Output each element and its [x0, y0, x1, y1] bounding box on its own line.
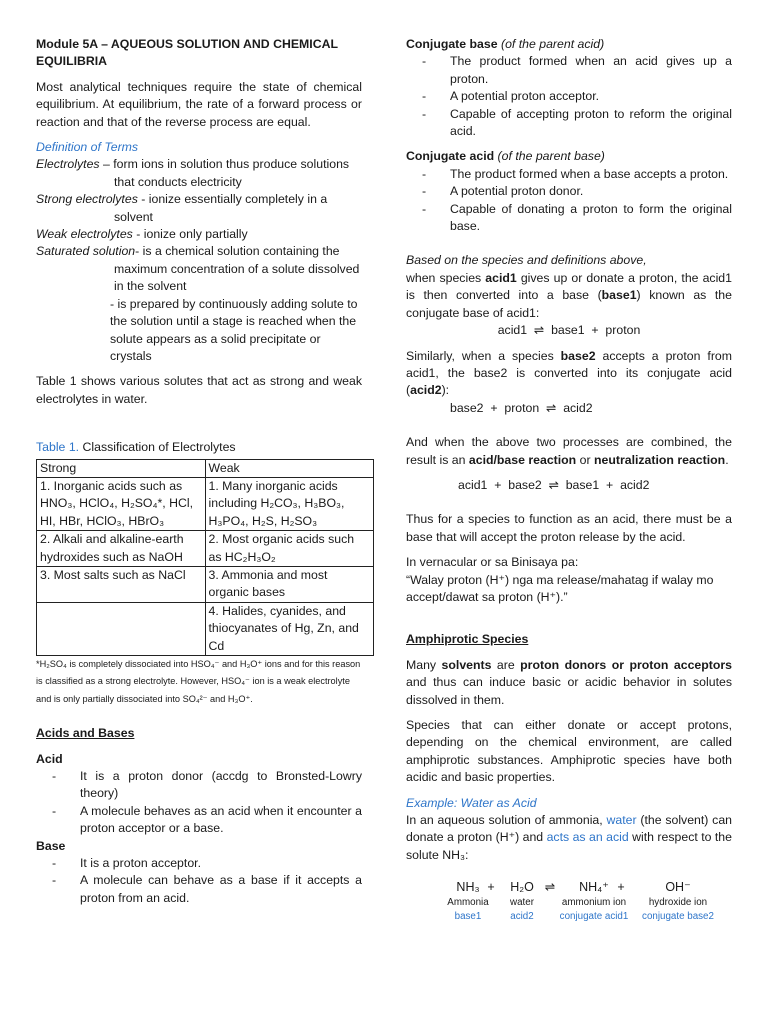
acid-heading: Acid — [36, 751, 63, 766]
table-cell: 4. Halides, cyanides, and thiocyanates of Hg, Zn, and Cd — [205, 602, 374, 655]
conjugate-base-list — [406, 53, 732, 140]
def-strong-electrolytes — [36, 191, 362, 226]
plus-symbol: + — [487, 880, 495, 895]
example-paragraph — [406, 812, 732, 864]
acid-requirement-paragraph: Thus for a species to function as an acid, there must be a base that will accept the proton release by the acid. — [406, 512, 732, 544]
table-row — [37, 602, 374, 655]
species-role: conjugate base2 — [642, 911, 714, 923]
arrow-symbol: ⇌ — [544, 880, 556, 895]
intro-paragraph: Most analytical techniques require the state of chemical equilibrium. At equilibrium, the rate of a forward process or reaction and that of the reverse process are equal. — [36, 79, 362, 129]
table-row — [37, 477, 374, 530]
list-item: - A molecule behaves as an acid when it encounter a proton acceptor or a base. — [52, 803, 362, 838]
text: . — [725, 452, 729, 467]
table-cell: 2. Alkali and alkaline-earth hydroxides such as NaOH — [37, 531, 206, 567]
table-cell: 2. Most organic acids such as HC₂H₃O₂ — [205, 531, 374, 567]
species-formula: NH₃ — [456, 880, 480, 895]
heading-sub: (of the parent acid) — [497, 37, 605, 51]
base-list — [36, 855, 362, 907]
vernacular-intro: In vernacular or sa Binisaya pa: — [406, 555, 579, 570]
list-item: - The product formed when an acid gives up a proton. — [422, 53, 732, 88]
conjugate-acid-list — [406, 166, 732, 236]
term-solvents: solvents — [441, 657, 492, 672]
text: Similarly, when a species — [406, 348, 561, 363]
text: accepts a proton from acid1, the base2 is converted into its conjugate acid ( — [406, 348, 732, 398]
species-formula: H₂O — [510, 880, 534, 895]
table-cell — [37, 602, 206, 655]
term-acts-as-acid: acts as an acid — [546, 830, 629, 845]
term-acid2: acid2 — [410, 383, 442, 398]
table-footnote: *H₂SO₄ is completely dissociated into HSO₄⁻ and H₃O⁺ ions and for this reason is classified as a strong electrolyte. However, HSO₄⁻ ion is a weak electrolyte and is only partially dissociated into SO₄²⁻ and H₃O⁺. — [36, 659, 361, 704]
def-saturated-solution — [36, 243, 362, 295]
def-term: Strong electrolytes — [36, 192, 138, 207]
table-cell: 3. Ammonia and most organic bases — [205, 566, 374, 602]
list-item: - Capable of accepting proton to reform the original acid. — [422, 106, 732, 141]
list-item: - A molecule can behave as a base if it accepts a proton from an acid. — [52, 872, 362, 907]
species-formula: NH₄⁺ — [579, 880, 609, 895]
term-acid-base-reaction: acid/base reaction — [468, 452, 577, 467]
list-item: - A potential proton acceptor. — [422, 88, 732, 105]
list-item: - It is a proton acceptor. — [52, 855, 362, 872]
text: and thus can induce basic or acidic behavior in solutes dissolved in them. — [406, 675, 732, 707]
heading-sub: (of the parent base) — [494, 149, 605, 164]
list-item: - The product formed when a base accepts a proton. — [422, 166, 732, 183]
conjugate-acid-heading — [406, 148, 732, 165]
equation-3: acid1 + base2 ⇌ base1 + acid2 — [458, 477, 650, 492]
def-term: Saturated solution — [36, 244, 136, 259]
def-term: Electrolytes — [36, 157, 100, 172]
table-label: Table 1. — [36, 440, 80, 455]
base-heading: Base — [36, 838, 66, 853]
species-role: conjugate acid1 — [559, 911, 629, 923]
text: In an aqueous solution of ammonia, — [406, 813, 607, 828]
term-acid1: acid1 — [485, 270, 517, 285]
table-caption-text: Classification of Electrolytes — [79, 440, 236, 455]
term-water: water — [606, 813, 637, 828]
based-on-line: Based on the species and definitions above, — [406, 253, 647, 268]
species-name: Ammonia — [447, 897, 489, 909]
plus-symbol: + — [617, 880, 625, 895]
species-name: hydroxide ion — [648, 897, 708, 909]
species-name: ammonium ion — [561, 897, 627, 909]
def-text: - ionize essentially completely in a solvent — [114, 192, 328, 224]
term-proton-donors: proton donors or proton acceptors — [520, 657, 732, 672]
text: with respect to the solute NH₃: — [406, 830, 732, 862]
acid1-paragraph — [406, 270, 732, 322]
text: when species — [406, 270, 486, 285]
acids-bases-heading: Acids and Bases — [36, 726, 135, 741]
species-h2o — [502, 878, 542, 924]
heading-term: Conjugate acid — [406, 149, 495, 164]
electrolytes-table — [36, 459, 374, 656]
text: (the solvent) can donate a proton (H⁺) and — [406, 813, 732, 845]
text: Many — [406, 657, 442, 672]
def-electrolytes — [36, 156, 362, 191]
text: ) known as the conjugate base of acid1: — [406, 288, 732, 320]
combined-paragraph — [406, 434, 732, 469]
table-header-cell: Strong — [37, 459, 206, 477]
def-weak-electrolytes — [36, 226, 362, 243]
equation-1: acid1 ⇌ base1 + proton — [497, 323, 641, 338]
equation-2: base2 + proton ⇌ acid2 — [450, 400, 593, 415]
text: ): — [441, 383, 450, 398]
amphiprotic-paragraph-1 — [406, 657, 732, 709]
plus-sign — [614, 878, 628, 896]
table-row — [37, 566, 374, 602]
list-item: - Capable of donating a proton to form the original base. — [422, 201, 732, 236]
definitions-heading: Definition of Terms — [36, 140, 139, 155]
acid-list — [36, 768, 362, 838]
def-text: – form ions in solution thus produce solutions that conducts electricity — [99, 157, 350, 189]
base2-paragraph — [406, 348, 732, 400]
text: gives up or donate a proton, the acid1 is then converted into a base ( — [406, 270, 732, 303]
list-item: - It is a proton donor (accdg to Bronsted-Lowry theory) — [52, 768, 362, 803]
species-role: acid2 — [510, 911, 534, 923]
def-text: - ionize only partially — [132, 227, 248, 242]
text: or — [576, 452, 594, 467]
amphiprotic-heading: Amphiprotic Species — [406, 632, 529, 647]
species-role: base1 — [454, 911, 482, 923]
table-cell: 3. Most salts such as NaCl — [37, 566, 206, 602]
species-name: water — [510, 897, 534, 909]
text: And when the above two processes are combined, the result is an — [406, 435, 732, 467]
example-heading: Example: Water as Acid — [406, 795, 537, 810]
term-base2: base2 — [560, 348, 596, 363]
table-intro: Table 1 shows various solutes that act as strong and weak electrolytes in water. — [36, 374, 362, 406]
reaction-diagram — [406, 878, 732, 940]
def-text: - is a chemical solution containing the maximum concentration of a solute dissolved in the solvent — [114, 244, 360, 294]
term-base1: base1 — [601, 288, 637, 303]
def-saturated-solution-2: - is prepared by continuously adding solute to the solution until a stage is reached when the solute appears as a solid precipitate or crystals — [110, 296, 358, 363]
species-formula: OH⁻ — [665, 880, 691, 895]
table-header-row — [37, 459, 374, 477]
right-column — [406, 36, 732, 940]
left-column — [36, 36, 362, 907]
species-oh — [638, 878, 718, 924]
plus-sign — [484, 878, 498, 896]
table-caption — [36, 439, 362, 456]
module-title: Module 5A – AQUEOUS SOLUTION AND CHEMICAL EQUILIBRIA — [36, 37, 338, 69]
table-row — [37, 531, 374, 567]
table-cell: 1. Many inorganic acids including H₂CO₃, H₃BO₃, H₃PO₄, H₂S, H₂SO₃ — [205, 477, 374, 530]
conjugate-base-heading — [406, 36, 732, 53]
table-cell: 1. Inorganic acids such as HNO₃, HClO₄, H₂SO₄*, HCl, HI, HBr, HClO₃, HBrO₃ — [37, 477, 206, 530]
text: are — [491, 657, 521, 672]
term-neutralization: neutralization reaction — [593, 452, 726, 467]
amphiprotic-paragraph-2: Species that can either donate or accept protons, depending on the chemical environment, are called amphiprotic substances. Amphiprotic species have both acidic and basic properties. — [406, 718, 732, 785]
list-item: - A potential proton donor. — [422, 183, 732, 200]
vernacular-quote: “Walay proton (H⁺) nga ma release/mahatag if walay mo accept/dawat sa proton (H⁺).” — [406, 572, 714, 604]
heading-term: Conjugate base — [406, 37, 498, 51]
def-term: Weak electrolytes — [36, 227, 133, 242]
table-header-cell: Weak — [205, 459, 374, 477]
